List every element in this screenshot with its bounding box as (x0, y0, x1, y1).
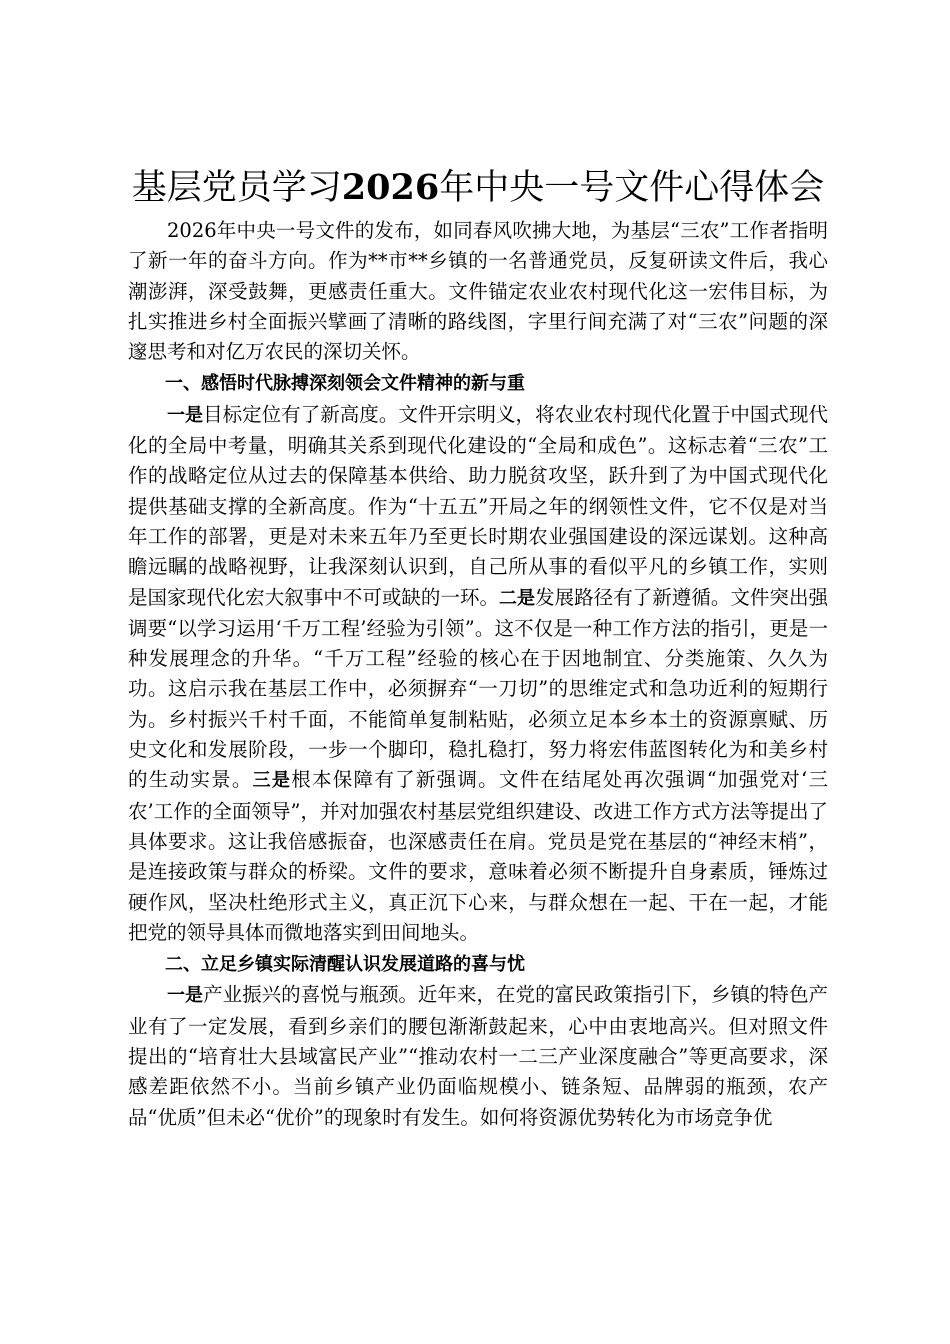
title-suffix: 年中央一号文件心得体会 (439, 168, 825, 208)
title-year: 2026 (341, 167, 440, 208)
point-2-text: 发展路径有了新遵循。文件突出强调要“以学习运用‘千万工程’经验为引领”。这不仅是一种工作方法的指引，更是一种发展理念的升华。“千万工程”经验的核心在于因地制宜、分类施策、久久为功。这启示我在基层工作中，必须摒弃“一刀切”的思维定式和急功近利的短期行为。乡村振兴千村千面，不能简单复制粘贴，必须立足本乡本土的资源禀赋、历史文化和发展阶段，一步一个脚印，稳扎稳打，努力将宏伟蓝图转化为和美乡村的生动实景。 (128, 585, 828, 792)
point-2-lead: 二是 (499, 587, 536, 609)
point-3-lead: 三是 (252, 770, 292, 792)
intro-paragraph: 2026年中央一号文件的发布，如同春风吹拂大地，为基层“三农”工作者指明了新一年的奋斗方向。作为**市**乡镇的一名普通党员，反复研读文件后，我心潮澎湃，深受鼓舞，更感责任重大。文件锚定农业农村现代化这一宏伟目标，为扎实推进乡村全面振兴擘画了清晰的路线图，字里行间充满了对“三农”问题的深邃思考和对亿万农民的深切关怀。 (128, 219, 828, 364)
point-1-text: 目标定位有了新高度。文件开宗明义，将农业农村现代化置于中国式现代化的全局中考量，明确其关系到现代化建设的“全局和成色”。这标志着“三农”工作的战略定位从过去的保障基本供给、助力脱贫攻坚，跃升到了为中国式现代化提供基础支撑的全新高度。作为“十五五”开局之年的纲领性文件，它不仅是对当年工作的部署，更是对未来五年乃至更长时期农业强国建设的深远谋划。这种高瞻远瞩的战略视野，让我深刻认识到，自己所从事的看似平凡的乡镇工作，实则是国家现代化宏大叙事中不可或缺的一环。 (128, 402, 828, 609)
section-2-point-1-lead: 一是 (167, 985, 204, 1007)
document-title (108, 160, 848, 216)
section-2-point-1-text: 产业振兴的喜悦与瓶颈。近年来，在党的富民政策指引下，乡镇的特色产业有了一定发展，看到乡亲们的腰包渐渐鼓起来，心中由衷地高兴。但对照文件提出的“培育壮大县域富民产业”“推动农村一二三产业深度融合”等更高要求，深感差距依然不小。当前乡镇产业仍面临规模小、链条短、品牌弱的瓶颈，农产品“优质”但未必“优价”的现象时有发生。如何将资源优势转化为市场竞争优 (128, 983, 828, 1129)
title-prefix: 基层党员学习 (131, 168, 342, 208)
section-2-paragraph (128, 980, 828, 1132)
point-1-lead: 一是 (167, 404, 204, 426)
section-1-heading: 一、感悟时代脉搏深刻领会文件精神的新与重 (165, 373, 525, 395)
section-2-heading: 二、立足乡镇实际清醒认识发展道路的喜与忧 (165, 954, 525, 976)
section-1-paragraph (128, 400, 828, 948)
document-body (128, 160, 828, 1133)
point-3-text: 根本保障有了新强调。文件在结尾处再次强调“加强党对‘三农’工作的全面领导”，并对加强农村基层党组织建设、改进工作方式方法等提出了具体要求。这让我倍感振奋，也深感责任在肩。党员是党在基层的“神经末梢”，是连接政策与群众的桥梁。文件的要求，意味着必须不断提升自身素质，锤炼过硬作风，坚决杜绝形式主义，真正沉下心来，与群众想在一起、干在一起，才能把党的领导具体而微地落实到田间地头。 (128, 768, 829, 944)
